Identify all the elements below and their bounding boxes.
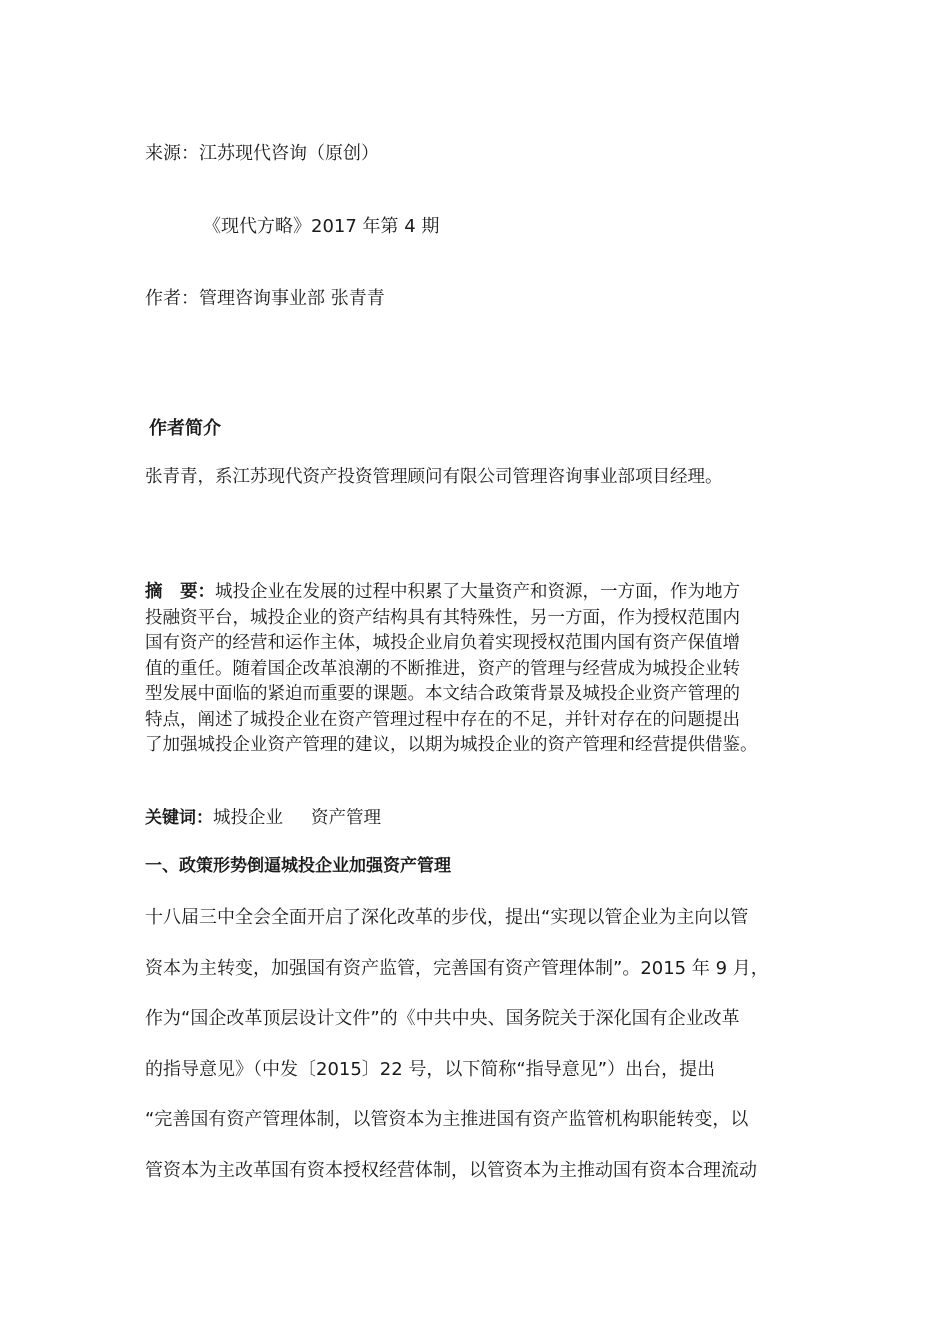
section1-heading: 一、政策形势倒逼城投企业加强资产管理 — [145, 856, 451, 876]
paragraph-line: 十八届三中全会全面开启了深化改革的步伐，提出“实现以管企业为主向以管 — [145, 907, 749, 928]
abstract-line: 国有资产的经营和运作主体，城投企业肩负着实现授权范围内国有资产保值增 — [145, 633, 740, 653]
source-line: 来源：江苏现代咨询（原创） — [145, 143, 379, 164]
abstract-line: 型发展中面临的紧迫而重要的课题。本文结合政策背景及城投企业资产管理的 — [145, 684, 740, 704]
paragraph-line: 作为“国企改革顶层设计文件”的《中共中央、国务院关于深化国有企业改革 — [145, 1008, 740, 1029]
author-line: 作者：管理咨询事业部 张青青 — [145, 288, 385, 309]
paragraph-line: 资本为主转变，加强国有资产监管，完善国有资产管理体制”。2015 年 9 月， — [145, 957, 769, 979]
author-intro-heading: 作者简介 — [149, 418, 221, 439]
author-intro-text: 张青青，系江苏现代资产投资管理顾问有限公司管理咨询事业部项目经理。 — [145, 467, 723, 487]
keyword-item: 资产管理 — [311, 808, 381, 828]
abstract-line: 摘 要：城投企业在发展的过程中积累了大量资产和资源，一方面，作为地方 — [145, 582, 740, 602]
paragraph-line: 的指导意见》（中发〔2015〕22 号，以下简称“指导意见”）出台，提出 — [145, 1058, 716, 1080]
abstract-line: 特点，阐述了城投企业在资产管理过程中存在的不足，并针对存在的问题提出 — [145, 709, 740, 730]
abstract-line: 值的重任。随着国企改革浪潮的不断推进，资产的管理与经营成为城投企业转 — [145, 658, 740, 679]
abstract-line: 了加强城投企业资产管理的建议，以期为城投企业的资产管理和经营提供借鉴。 — [145, 735, 758, 755]
section1-paragraph — [145, 905, 810, 1208]
publication-line: 《现代方略》2017 年第 4 期 — [203, 216, 440, 237]
keyword-item: 城投企业 — [213, 808, 283, 828]
paragraph-line: “完善国有资产管理体制，以管资本为主推进国有资产监管机构职能转变，以 — [145, 1109, 749, 1130]
keywords-label: 关键词： — [145, 808, 213, 828]
abstract-block — [145, 580, 810, 759]
abstract-line: 投融资平台，城投企业的资产结构具有其特殊性，另一方面，作为授权范围内 — [145, 607, 740, 628]
paragraph-line: 管资本为主改革国有资本授权经营体制，以管资本为主推动国有资本合理流动 — [145, 1159, 757, 1181]
keywords-line — [145, 803, 381, 829]
abstract-label: 摘 要： — [145, 582, 215, 602]
